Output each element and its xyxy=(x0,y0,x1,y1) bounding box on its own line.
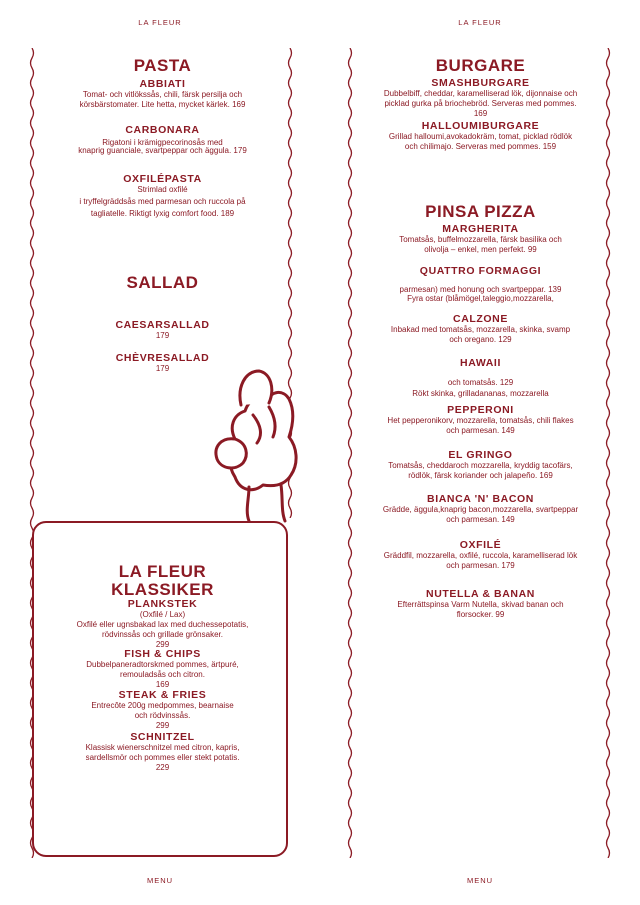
pasta-section xyxy=(40,57,285,75)
item-desc: 169 xyxy=(155,680,170,689)
menu-item-carbonara xyxy=(40,124,285,155)
item-desc: knaprig guanciale, svartpeppar och äggula. 179 xyxy=(78,146,247,155)
item-desc: Oxfilé eller ugnsbakad lax med duchessepotatis, xyxy=(76,620,249,629)
item-desc: och parmesan. 149 xyxy=(446,426,515,435)
burgare-title: BURGARE xyxy=(435,56,526,75)
item-desc: körsbärstomater. Lite hetta, mycket kärlek. 169 xyxy=(79,100,246,109)
pinsa-section xyxy=(358,203,603,221)
item-price: 179 xyxy=(155,364,170,373)
item-desc: Tomat- och vitlökssås, chili, färsk persilja och xyxy=(82,90,243,99)
item-name: STEAK & FRIES xyxy=(118,689,207,701)
item-desc: Inbakad med tomatsås, mozzarella, skinka, svamp xyxy=(390,325,571,334)
menu-item-hawaii xyxy=(358,357,603,399)
item-desc: Grädde, äggula,knaprig bacon,mozzarella, svartpeppar xyxy=(382,505,579,514)
item-desc: och parmesan. 179 xyxy=(446,561,515,570)
item-name: SMASHBURGARE xyxy=(431,77,530,89)
item-desc: Het pepperonikorv, mozzarella, tomatsås, chili flakes xyxy=(387,416,574,425)
item-desc: och rödvinssås. xyxy=(134,711,191,720)
item-desc: 229 xyxy=(155,763,170,772)
item-desc: Gräddfil, mozzarella, oxfilé, ruccola, karamelliserad lök xyxy=(383,551,578,560)
item-price: 179 xyxy=(155,331,170,340)
item-desc: och oregano. 129 xyxy=(449,335,512,344)
item-desc: Tomatsås, buffelmozzarella, färsk basilika och xyxy=(399,235,562,244)
item-desc: rödlök, färsk koriander och jalapeño. 169 xyxy=(408,471,553,480)
item-name: OXFILÉ xyxy=(459,539,502,551)
item-desc: Entrecôte 200g medpommes, bearnaise xyxy=(91,701,234,710)
item-desc: Rökt skinka, grilladananas, mozzarella xyxy=(412,389,549,398)
header-left: LA FLEUR xyxy=(138,18,182,27)
klassiker-title-line2: KLASSIKER xyxy=(111,580,214,599)
item-desc: florsocker. 99 xyxy=(456,610,505,619)
ok-hand-icon xyxy=(205,365,305,525)
footer-left: MENU xyxy=(146,876,174,885)
item-name: HALLOUMIBURGARE xyxy=(421,120,540,132)
menu-item-calzone xyxy=(358,313,603,345)
item-desc: och parmesan. 149 xyxy=(446,515,515,524)
item-desc: 169 xyxy=(473,109,488,118)
menu-item-bianca-n-bacon xyxy=(358,493,603,525)
menu-item-fish-and-chips xyxy=(40,648,285,690)
item-desc: 299 xyxy=(155,640,170,649)
klassiker-title-line1: LA FLEUR xyxy=(118,562,207,581)
item-desc: Grillad halloumi,avokadokräm, tomat, picklad rödlök xyxy=(388,132,573,141)
item-desc: och tomatsås. 129 xyxy=(447,378,514,387)
menu-item-caesarsallad xyxy=(40,319,285,341)
menu-item-nutella-och-banan xyxy=(358,588,603,620)
item-desc: och chilimajo. Serveras med pommes. 159 xyxy=(404,142,557,151)
item-name: EL GRINGO xyxy=(448,449,513,461)
menu-item-smashburgare xyxy=(358,77,603,119)
item-desc: 299 xyxy=(155,721,170,730)
menu-item-steak-and-fries xyxy=(40,689,285,731)
menu-item-el-gringo xyxy=(358,449,603,481)
sallad-title: SALLAD xyxy=(126,273,199,292)
item-name: MARGHERITA xyxy=(442,223,519,235)
item-desc: i tryffelgräddsås med parmesan och ruccola på xyxy=(79,197,246,206)
menu-item-oxfile xyxy=(358,539,603,571)
item-desc: Dubbelbiff, cheddar, karamelliserad lök, dijonnaise och xyxy=(383,89,578,98)
item-name: PEPPERONI xyxy=(447,404,514,416)
item-desc: Efterrättspinsa Varm Nutella, skivad banan och xyxy=(397,600,564,609)
item-name: ABBIATI xyxy=(139,78,186,90)
menu-item-oxfilepasta xyxy=(40,173,285,219)
item-name: FISH & CHIPS xyxy=(124,648,201,660)
item-desc: Dubbelpaneradtorskmed pommes, ärtpuré, xyxy=(86,660,239,669)
menu-item-halloumiburgare xyxy=(358,120,603,152)
item-name: CHÈVRESALLAD xyxy=(115,352,210,364)
pinsa-title: PINSA PIZZA xyxy=(425,202,536,221)
item-name: CALZONE xyxy=(453,313,508,325)
item-desc: Fyra ostar (blåmögel,taleggio,mozzarella, xyxy=(407,294,554,303)
klassiker-section xyxy=(40,563,285,599)
menu-item-pepperoni xyxy=(358,404,603,436)
item-desc: tagliatelle. Riktigt lyxig comfort food. 189 xyxy=(90,209,235,218)
wavy-line-right-1 xyxy=(344,48,356,858)
item-desc: parmesan) med honung och svartpeppar. 139 xyxy=(399,285,562,294)
item-name: PLANKSTEK xyxy=(127,598,198,610)
item-name: CARBONARA xyxy=(125,124,200,136)
item-desc: Rigatoni i krämigpecorinosås med xyxy=(102,138,223,147)
item-name: QUATTRO FORMAGGI xyxy=(419,265,542,277)
item-desc: Tomatsås, cheddaroch mozzarella, kryddig tacofärs, xyxy=(388,461,573,470)
item-name: SCHNITZEL xyxy=(130,731,195,743)
menu-item-margherita xyxy=(358,223,603,255)
item-desc: picklad gurka på briochebröd. Serveras med pommes. xyxy=(384,99,577,108)
item-name: HAWAII xyxy=(460,357,501,369)
item-desc: Strimlad oxfilé xyxy=(137,185,188,194)
item-name: CAESARSALLAD xyxy=(115,319,210,331)
item-desc: Klassisk wienerschnitzel med citron, kapris, xyxy=(85,743,240,752)
menu-item-quattro-formaggi xyxy=(358,265,603,302)
item-desc: sardellsmör och pommes eller stekt potatis. xyxy=(85,753,240,762)
item-desc: remouladsås och citron. xyxy=(120,670,205,679)
item-name: OXFILÉPASTA xyxy=(123,173,202,185)
item-desc: rödvinssås och grillade grönsaker. xyxy=(102,630,223,639)
sallad-section xyxy=(40,274,285,292)
menu-item-schnitzel xyxy=(40,731,285,773)
pasta-title: PASTA xyxy=(133,56,192,75)
item-desc: (Oxfilé / Lax) xyxy=(139,610,186,619)
burgare-section xyxy=(358,57,603,75)
wavy-line-right-2 xyxy=(602,48,614,858)
footer-right: MENU xyxy=(466,876,494,885)
menu-item-plankstek xyxy=(40,598,285,650)
header-right: LA FLEUR xyxy=(458,18,502,27)
menu-item-abbiati xyxy=(40,78,285,110)
item-desc: olivolja – enkel, men perfekt. 99 xyxy=(424,245,537,254)
item-name: NUTELLA & BANAN xyxy=(426,588,535,600)
item-name: BIANCA 'N' BACON xyxy=(427,493,534,505)
